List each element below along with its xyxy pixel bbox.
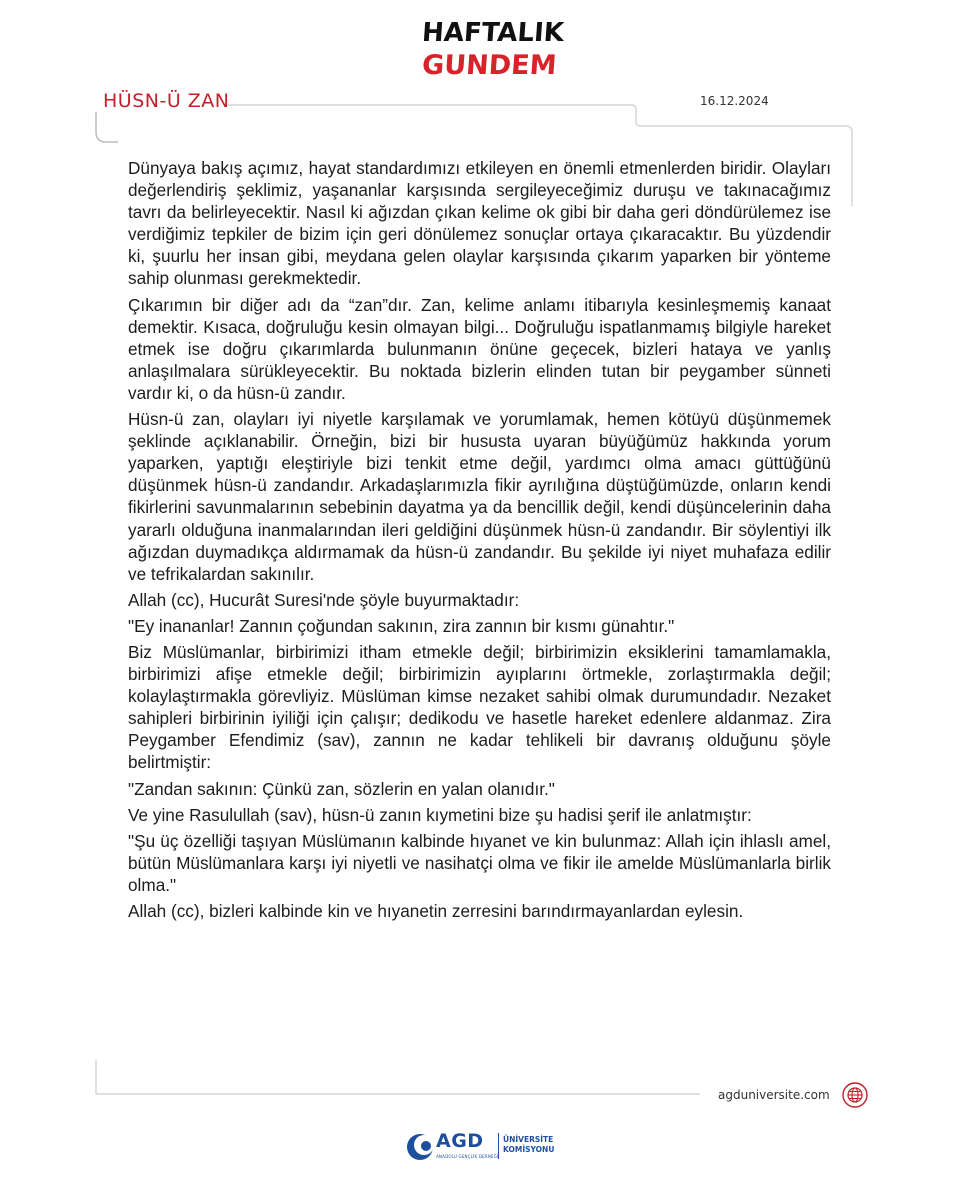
agd-crescent-logo-icon xyxy=(406,1132,436,1162)
logo-line-2: GUNDEM xyxy=(420,50,558,81)
agd-unit xyxy=(503,1135,554,1155)
article-title: HÜSN-Ü ZAN xyxy=(103,90,230,112)
article-date: 16.12.2024 xyxy=(700,94,769,108)
quote-paragraph: "Zandan sakının: Çünkü zan, sözlerin en yalan olanıdır." xyxy=(128,778,555,799)
paragraph: Hüsn-ü zan, olayları iyi niyetle karşılamak ve yorumlamak, hemen kötüyü düşünmemek şeklinde açıklanabilir. Örneğin, bizi bir hususta uyaran büyüğümüz hakkında yorum yaparken, yaptığı eleştiriyle bizi tenkit etme değil, yardımcı olma amacı güttüğünü düşünmek hüsn-ü zandandır. Arkadaşlarımızla fikir ayrılığına düştüğümüzde, onların kendi fikirlerini savunmalarının sebebinin dayatma ya da bencillik değil, kendi düşüncelerinin daha yararlı olduğuna inanmalarından ileri geldiğini düşünmek hüsn-ü zandandır. Bir söylentiyi ilk ağızdan duymadıkça aldırmamak da hüsn-ü zandandır. Bu şekilde iyi niyet muhafaza edilir ve tefrikalardan sakınılır. xyxy=(128,409,831,584)
paragraph: Biz Müslümanlar, birbirimizi itham etmekle değil; birbirimizin eksiklerini tamamlamakla, birbirimizi afişe etmekle değil; birbirimizin ayıplarını örtmekle, zorlaştırmakla değil; kolaylaştırmakla görevliyiz. Müslüman kimse nezaket sahibi olmak durumundadır. Nezaket sahipleri birbirinin iyiliği için çalışır; dedikodu ve hasetle hareket edenlere aldanmaz. Zira Peygamber Efendimiz (sav), zannın ne kadar tehlikeli bir davranış olduğunu şöyle belirtmiştir: xyxy=(128,641,831,773)
paragraph: Dünyaya bakış açımız, hayat standardımızı etkileyen en önemli etmenlerden biridir. Olayları değerlendiriş şeklimiz, yaşananlar karşısında sergileyeceğimiz duruşu ve takınacağımız tavrı da belirleyecektir. Nasıl ki ağızdan çıkan kelime ok gibi bir daha geri döndürülemez ise verdiğimiz tepkiler de bizim için geri dönülemez sonuçlar ortaya çıkaracaktır. Bu yüzdendir ki, şuurlu her insan gibi, meydana gelen olaylar karşısında çıkarım yaparken bir yönteme sahip olunması gerekmektedir. xyxy=(128,158,831,289)
logo-divider xyxy=(498,1133,499,1159)
agd-university-logo xyxy=(406,1128,556,1168)
agd-abbr: AGD xyxy=(436,1130,484,1152)
quote-paragraph: "Ey inananlar! Zannın çoğundan sakının, zira zannın bir kısmı günahtır." xyxy=(128,615,675,636)
agd-unit-line-2: KOMİSYONU xyxy=(503,1145,555,1154)
paragraph: Ve yine Rasulullah (sav), hüsn-ü zanın kıymetini bize şu hadisi şerif ile anlatmıştır: xyxy=(128,804,752,825)
logo-line-1: HAFTALIK xyxy=(417,18,569,48)
agd-subtitle: ANADOLU GENÇLİK DERNEĞİ xyxy=(436,1154,499,1159)
article-body xyxy=(128,157,831,926)
paragraph: Çıkarımın bir diğer adı da “zan”dır. Zan, kelime anlamı itibarıyla kesinleşmemiş kanaat demektir. Kısaca, doğruluğu kesin olmayan bilgi... Doğruluğu ispatlanmamış bilgiyle hareket etmek ise doğru çıkarımlarda bulunmanın önüne geçecek, bizleri hataya ve yanlış anlaşılmalara sürükleyecektir. Bu noktada bizlerin elinden tutan bir peygamber sünneti vardır ki, o da hüsn-ü zandır. xyxy=(128,294,831,403)
haftalik-gundem-logo xyxy=(418,18,565,100)
globe-icon[interactable] xyxy=(842,1082,868,1108)
paragraph: Allah (cc), Hucurât Suresi'nde şöyle buyurmaktadır: xyxy=(128,589,520,610)
quote-paragraph: "Şu üç özelliği taşıyan Müslümanın kalbinde hıyanet ve kin bulunmaz: Allah için ihlaslı amel, bütün Müslümanlara karşı iyi niyetli ve nasihatçi olma ve fikir ile amelde Müslümanlarla birlik olma." xyxy=(128,830,831,895)
agd-unit-line-1: ÜNİVERSİTE xyxy=(503,1135,554,1144)
paragraph: Allah (cc), bizleri kalbinde kin ve hıyanetin zerresini barındırmayanlardan eylesin. xyxy=(128,901,744,921)
website-link[interactable]: agduniversite.com xyxy=(718,1088,830,1102)
